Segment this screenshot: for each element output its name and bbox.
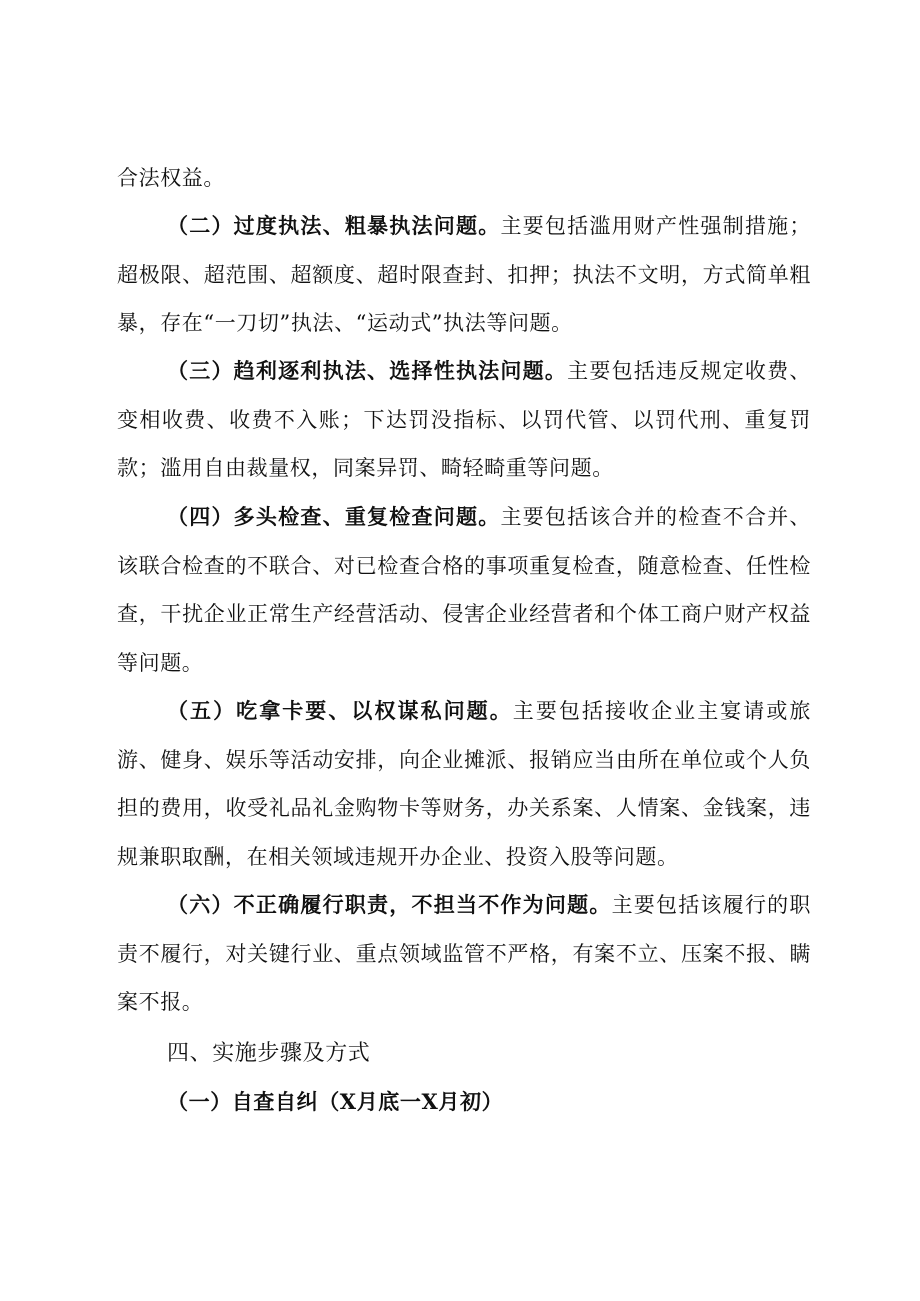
- item-paragraph-6: [117, 881, 811, 1027]
- section-heading: 四、实施步骤及方式: [167, 1041, 371, 1066]
- item-body-6: 主要包括该履行的职责不履行，对关键行业、重点领域监管不严格，有案不立、压案不报、瞒案不报。: [117, 893, 812, 1014]
- continuation-paragraph: 合法权益。: [117, 166, 225, 190]
- sub-heading: （一）自查自纠（X月底一X月初）: [167, 1089, 504, 1114]
- item-lead-2: （二）过度执法、粗暴执法问题。: [167, 213, 501, 238]
- item-body-5: 主要包括接收企业主宴请或旅游、健身、娱乐等活动安排，向企业摊派、报销应当由所在单位或个人负担的费用，收受礼品礼金购物卡等财务，办关系案、人情案、金钱案，违规兼职取酬，在相关领域违规开办企业、投资入股等问题。: [117, 699, 811, 869]
- item-lead-3: （三）趋利逐利执法、选择性执法问题。: [167, 358, 568, 383]
- item-paragraph-3: [117, 347, 811, 493]
- item-paragraph-2: [117, 202, 811, 348]
- item-lead-6: （六）不正确履行职责，不担当不作为问题。: [167, 892, 612, 917]
- item-paragraph-5: [117, 687, 811, 881]
- item-lead-5: （五）吃拿卡要、以权谋私问题。: [167, 698, 513, 723]
- item-body-2: 主要包括滥用财产性强制措施；超极限、超范围、超额度、超时限查封、扣押；执法不文明，方式简单粗暴，存在“一刀切”执法、“运动式”执法等问题。: [117, 214, 812, 335]
- item-body-3: 主要包括违反规定收费、变相收费、收费不入账；下达罚没指标、以罚代管、以罚代刑、重复罚款；滥用自由裁量权，同案异罚、畸轻畸重等问题。: [117, 359, 811, 480]
- item-body-4: 主要包括该合并的检查不合并、该联合检查的不联合、对已检查合格的事项重复检查，随意检查、任性检查，干扰企业正常生产经营活动、侵害企业经营者和个体工商户财产权益等问题。: [117, 505, 812, 675]
- item-paragraph-4: [117, 493, 811, 687]
- item-lead-4: （四）多头检查、重复检查问题。: [167, 504, 501, 529]
